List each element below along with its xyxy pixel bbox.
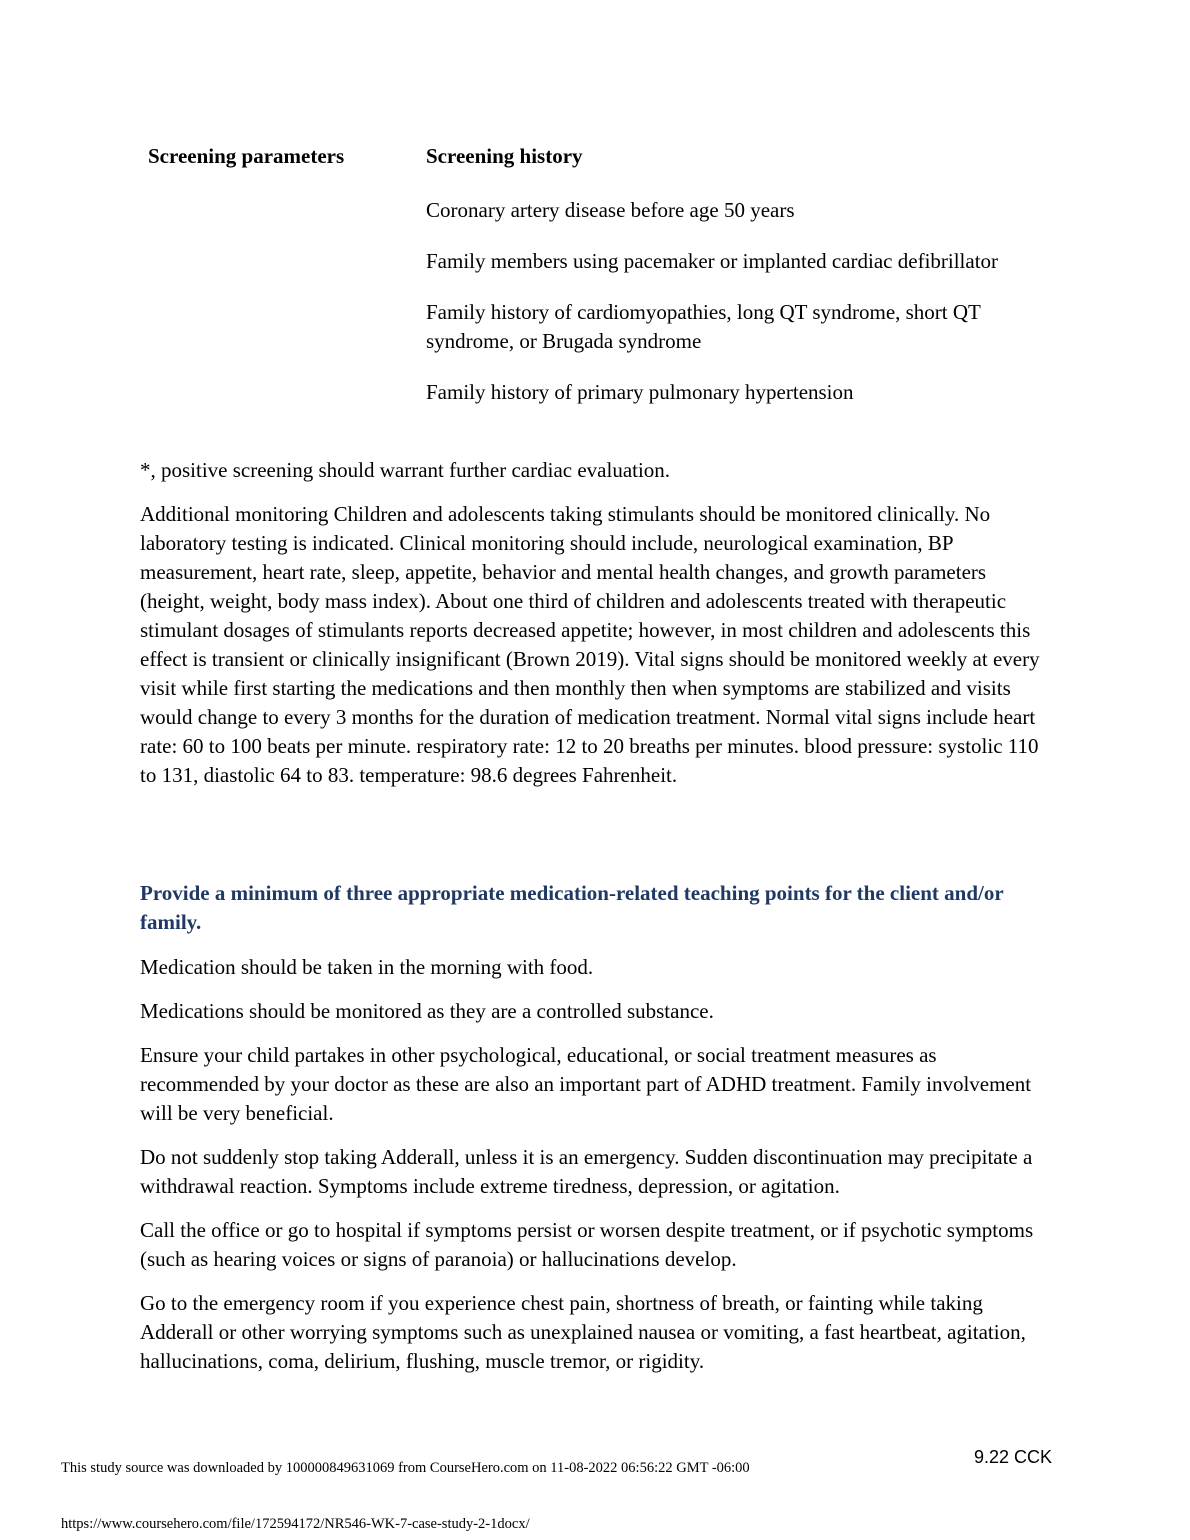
teaching-point: Ensure your child partakes in other psychological, educational, or social treatment measures as recommended by your doctor as these are also an important part of ADHD treatment. Family involvement will be very beneficial. xyxy=(140,1043,1032,1125)
footer-source-line: This study source was downloaded by 100000849631069 from CourseHero.com on 11-08-2022 06:56:22 GMT -06:00 xyxy=(61,1460,750,1476)
teaching-point: Call the office or go to hospital if symptoms persist or worsen despite treatment, or if psychotic symptoms (such as hearing voices or signs of paranoia) or hallucinations develop. xyxy=(140,1218,1034,1271)
screening-history-item: Coronary artery disease before age 50 years xyxy=(426,198,795,222)
question-heading-text: Provide a minimum of three appropriate medication-related teaching points for the client and/or family. xyxy=(140,881,1004,934)
screening-note-text: *, positive screening should warrant further cardiac evaluation. xyxy=(140,458,671,482)
screening-history-item: Family members using pacemaker or implanted cardiac defibrillator xyxy=(426,249,999,273)
teaching-point: Do not suddenly stop taking Adderall, unless it is an emergency. Sudden discontinuation may precipitate a withdrawal reaction. Symptoms include extreme tiredness, depression, or agitation. xyxy=(140,1145,1033,1198)
monitoring-paragraph: Additional monitoring Children and adolescents taking stimulants should be monitored clinically. No laboratory testing is indicated. Clinical monitoring should include, neurological examination, BP measurement, heart rate, sleep, appetite, behavior and mental health changes, and growth parameters (height, weight, body mass index). About one third of children and adolescents treated with therapeutic stimulant dosages of stimulants reports decreased appetite; however, in most children and adolescents this effect is transient or clinically insignificant (Brown 2019). Vital signs should be monitored weekly at every visit while first starting the medications and then monthly then when symptoms are stabilized and visits would change to every 3 months for the duration of medication treatment. Normal vital signs include heart rate: 60 to 100 beats per minute. respiratory rate: 12 to 20 breaths per minutes. blood pressure: systolic 110 to 131, diastolic 64 to 83. temperature: 98.6 degrees Fahrenheit. xyxy=(140,502,1040,787)
screening-note xyxy=(140,456,1050,485)
teaching-point: Medication should be taken in the morning with food. xyxy=(140,955,594,979)
page-stamp: 9.22 CCK xyxy=(974,1447,1053,1467)
teaching-point: Go to the emergency room if you experience chest pain, shortness of breath, or fainting while taking Adderall or other worrying symptoms such as unexplained nausea or vomiting, a fast heartbeat, agitation, hallucinations, coma, delirium, flushing, muscle tremor, or rigidity. xyxy=(140,1291,1026,1373)
screening-history-list xyxy=(426,196,1046,429)
monitoring-section xyxy=(140,500,1050,790)
screening-parameters-header: Screening parameters xyxy=(148,144,345,168)
footer-url[interactable]: https://www.coursehero.com/file/172594172/NR546-WK-7-case-study-2-1docx/ xyxy=(61,1516,530,1532)
teaching-points xyxy=(140,953,1050,1391)
teaching-point: Medications should be monitored as they are a controlled substance. xyxy=(140,999,714,1023)
screening-history-header: Screening history xyxy=(426,144,583,168)
screening-history-item: Family history of cardiomyopathies, long QT syndrome, short QT syndrome, or Brugada syndrome xyxy=(426,300,981,353)
screening-history-item: Family history of primary pulmonary hypertension xyxy=(426,380,854,404)
question-heading xyxy=(140,879,1050,937)
